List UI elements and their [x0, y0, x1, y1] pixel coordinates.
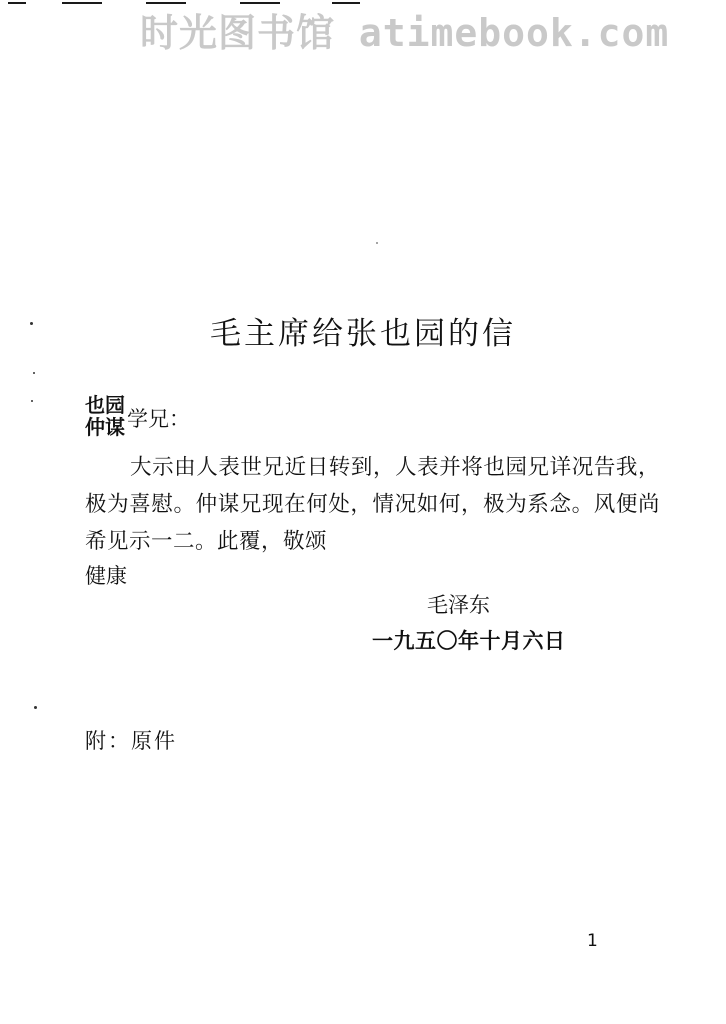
- recipient-names: [85, 394, 125, 438]
- honorific: 学兄：: [127, 407, 190, 431]
- letter-body: 大示由人表世兄近日转到，人表并将也园兄详况告我，极为喜慰。仲谋兄现在何处，情况如何，极为系念。风便尚希见示一二。此覆，敬颂: [85, 455, 660, 554]
- recipient-name: 也园: [85, 393, 125, 417]
- salutation: [85, 394, 190, 438]
- page-number: 1: [587, 931, 598, 951]
- closing-wish: 健康: [85, 564, 127, 588]
- letter-date: 一九五〇年十月六日: [372, 628, 566, 653]
- recipient-name: 仲谋: [85, 415, 125, 439]
- scan-speck: [376, 242, 378, 244]
- letter-title: 毛主席给张也园的信: [210, 316, 516, 352]
- top-rule: [8, 2, 26, 4]
- top-rule: [146, 2, 186, 4]
- attachment-note: 附：原件: [85, 729, 177, 753]
- scan-speck: [34, 706, 37, 709]
- scan-speck: [33, 372, 35, 374]
- top-rule: [332, 2, 360, 4]
- watermark: 时光图书馆 atimebook.com: [140, 11, 670, 55]
- top-rule: [62, 2, 102, 4]
- top-rule: [240, 2, 280, 4]
- signature: 毛泽东: [427, 593, 490, 617]
- scan-speck: [31, 400, 33, 402]
